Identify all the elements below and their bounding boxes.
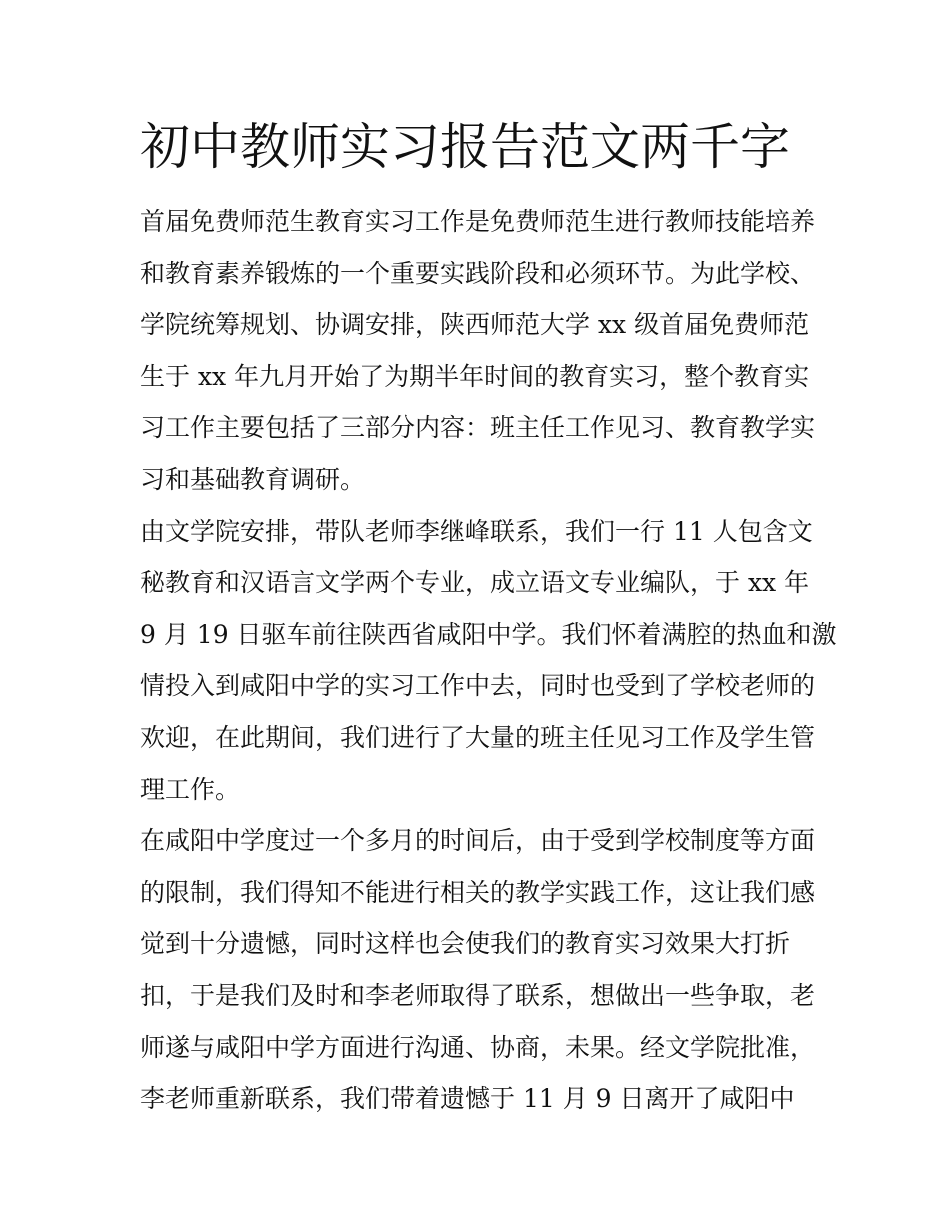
text-line: 首届免费师范生教育实习工作是免费师范生进行教师技能培养	[140, 207, 816, 236]
text-line: 习工作主要包括了三部分内容：班主任工作见习、教育教学实	[140, 413, 816, 443]
paragraph-3	[140, 815, 820, 1125]
text-line: 生于 xx 年九月开始了为期半年时间的教育实习，整个教育实	[140, 361, 810, 391]
text-line: 理工作。	[140, 774, 241, 804]
text-line: 的限制，我们得知不能进行相关的教学实践工作，这让我们感	[140, 877, 816, 907]
text-line: 习和基础教育调研。	[140, 464, 366, 494]
text-line: 秘教育和汉语言文学两个专业，成立语文专业编队，于 xx 年	[140, 568, 810, 598]
paragraph-1	[140, 196, 820, 506]
document-title: 初中教师实习报告范文两千字	[140, 118, 790, 176]
text-line: 扣，于是我们及时和李老师取得了联系，想做出一些争取，老	[140, 980, 816, 1010]
text-line: 9 月 19 日驱车前往陕西省咸阳中学。我们怀着满腔的热血和激	[140, 619, 837, 649]
document-body	[140, 196, 837, 1125]
text-line: 李老师重新联系，我们带着遗憾于 11 月 9 日离开了咸阳中	[140, 1084, 795, 1114]
text-line: 学院统筹规划、协调安排，陕西师范大学 xx 级首届免费师范	[140, 310, 810, 340]
text-line: 和教育素养锻炼的一个重要实践阶段和必须环节。为此学校、	[140, 258, 816, 288]
text-line: 在咸阳中学度过一个多月的时间后，由于受到学校制度等方面	[140, 826, 816, 856]
text-line: 欢迎，在此期间，我们进行了大量的班主任见习工作及学生管	[140, 722, 816, 752]
text-line: 觉到十分遗憾，同时这样也会使我们的教育实习效果大打折	[140, 929, 791, 959]
text-line: 情投入到咸阳中学的实习工作中去，同时也受到了学校老师的	[140, 671, 816, 701]
text-line: 由文学院安排，带队老师李继峰联系，我们一行 11 人包含文	[140, 516, 813, 546]
paragraph-2	[140, 506, 837, 816]
text-line: 师遂与咸阳中学方面进行沟通、协商，未果。经文学院批准，	[140, 1032, 816, 1062]
